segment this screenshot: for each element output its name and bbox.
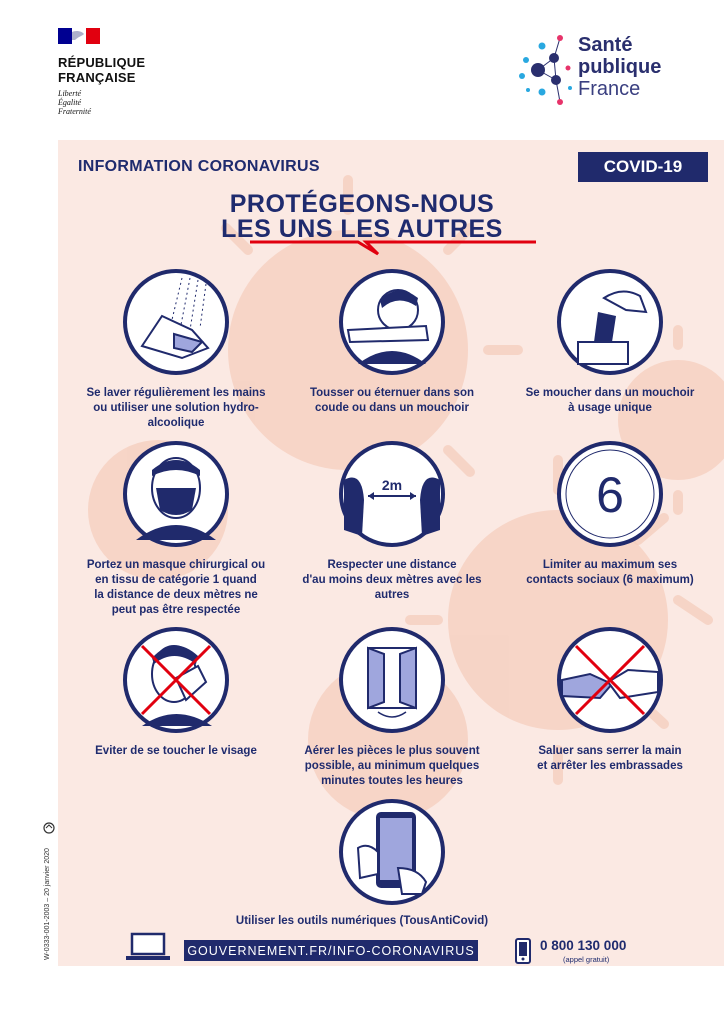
rf-name-line2: FRANÇAISE [58,70,136,85]
caption-cough-elbow [292,386,492,416]
max-contacts-number: 6 [596,467,624,523]
caption-line: autres [374,589,410,601]
caption-line: Eviter de se toucher le visage [95,745,257,757]
phone-number[interactable]: 0 800 130 000 [540,938,627,953]
hand-washing-icon [122,268,230,376]
caption-line: coude ou dans un mouchoir [315,402,469,414]
smartphone-app-icon [338,798,446,906]
gouvernement-url-link[interactable]: GOUVERNEMENT.FR/INFO-CORONAVIRUS [184,940,478,961]
caption-line: Utiliser les outils numériques (TousAntiCovid) [235,915,489,927]
phone-icon [514,938,532,964]
spf-line2: publique [578,56,662,78]
caption-line: alcoolique [147,417,205,429]
caption-line: Tousser ou éternuer dans son [309,387,474,399]
cough-into-elbow-icon [338,268,446,376]
covid-19-badge: COVID-19 [578,152,708,182]
marianne-flag-icon [58,28,100,44]
no-handshake-icon [556,626,664,734]
spf-dots-icon [516,30,576,116]
distance-label: 2m [381,477,403,493]
info-coronavirus-label: INFORMATION CORONAVIRUS [78,158,320,175]
caption-hand-washing [76,386,276,431]
caption-line: Saluer sans serrer la main [538,745,682,757]
open-window-icon [338,626,446,734]
recycle-logo-icon [43,822,55,834]
caption-line: Portez un masque chirurgical ou [86,559,266,571]
caption-line: possible, au minimum quelques [304,760,480,772]
caption-tissue [510,386,710,416]
caption-line: Limiter au maximum ses [542,559,678,571]
tissue-box-icon [556,268,664,376]
caption-mask [76,558,276,618]
document-reference: W-0333-001-2003 – 20 janvier 2020 [44,848,51,960]
title-line-2: LES UNS LES AUTRES [221,215,503,243]
caption-line: peut pas être respectée [111,604,241,616]
title-line-1: PROTÉGEONS-NOUS [229,190,495,218]
rf-name-line1: RÉPUBLIQUE [58,55,146,70]
caption-handshake [510,744,710,774]
caption-line: minutes toutes les heures [321,775,463,787]
caption-line: la distance de deux mètres ne [94,589,258,601]
caption-line: Respecter une distance [327,559,457,571]
caption-contacts [510,558,710,588]
caption-line: Aérer les pièces le plus souvent [304,745,480,757]
spf-line1: Santé [578,34,633,56]
caption-line: Se laver régulièrement les mains [86,387,266,399]
six-contacts-icon [556,440,664,548]
caption-distance [292,558,492,603]
caption-line: ou utiliser une solution hydro- [93,402,259,414]
phone-note: (appel gratuit) [563,955,610,964]
republique-francaise-logo [58,28,178,116]
caption-line: Se moucher dans un mouchoir [525,387,695,399]
caption-window [292,744,492,789]
rf-motto-egalite: Égalité [58,98,82,107]
caption-face [76,744,276,759]
caption-line: en tissu de catégorie 1 quand [95,574,257,586]
title-underline [248,238,538,262]
caption-line: contacts sociaux (6 maximum) [526,574,694,586]
caption-line: et arrêter les embrassades [537,760,683,772]
rf-motto-fraternite: Fraternité [58,107,91,116]
face-mask-icon [122,440,230,548]
caption-digital-tools [212,914,512,929]
caption-line: d'au moins deux mètres avec les [302,574,482,586]
caption-line: à usage unique [568,402,652,414]
spf-line3: France [578,78,641,100]
two-meter-distance-icon [338,440,446,548]
sante-publique-france-logo [516,30,686,116]
rf-motto-liberte: Liberté [58,89,82,98]
no-face-touching-icon [122,626,230,734]
laptop-icon [124,932,172,962]
